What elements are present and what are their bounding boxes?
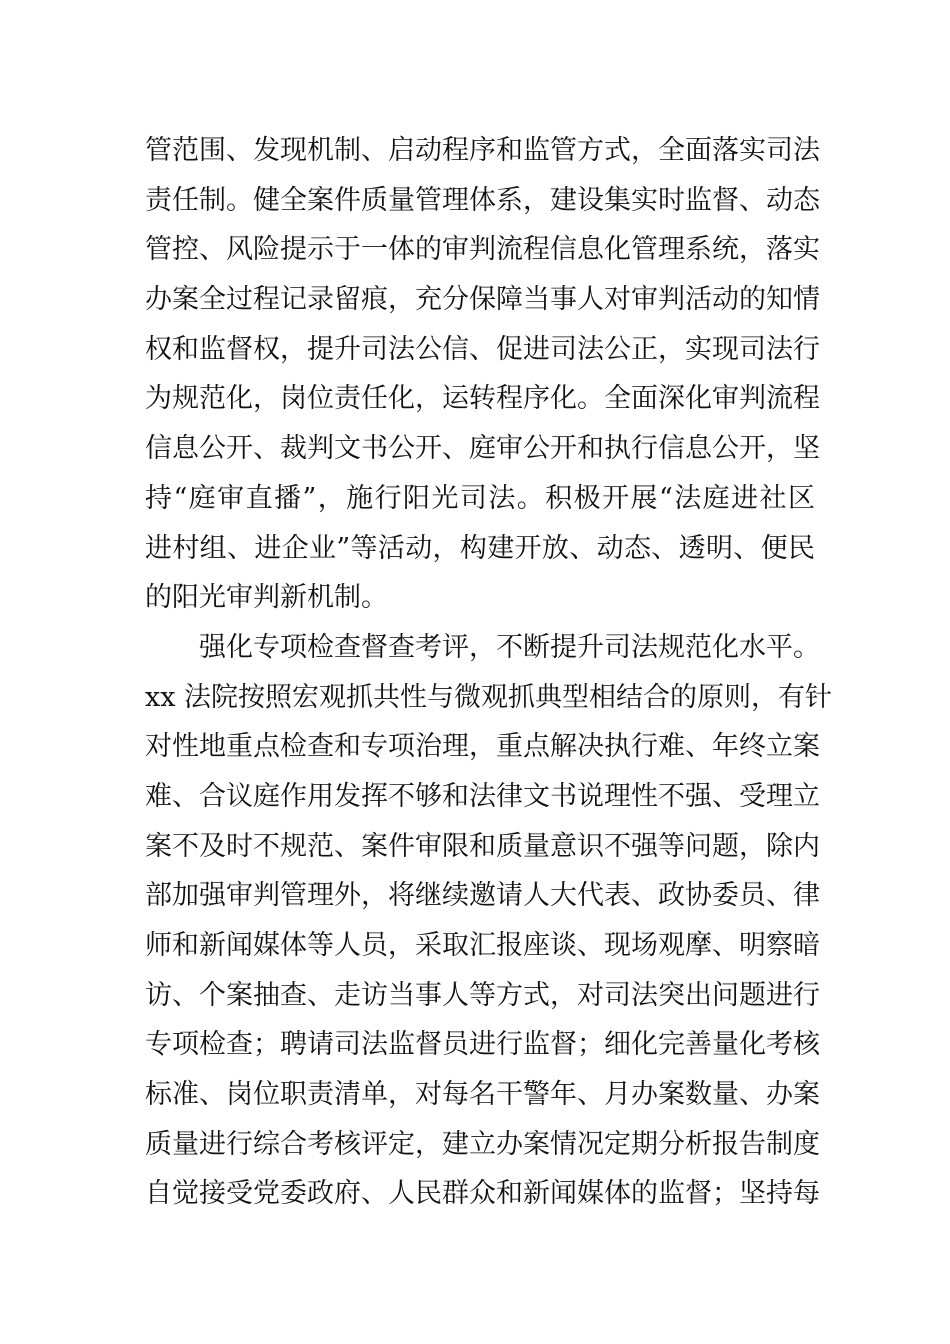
paragraph-line: xx 法院按照宏观抓共性与微观抓典型相结合的原则，有针	[145, 681, 833, 713]
paragraph-line: 进村组、进企业”等活动，构建开放、动态、透明、便民	[145, 532, 815, 564]
paragraph-line: 自觉接受党委政府、人民群众和新闻媒体的监督；坚持每	[145, 1178, 820, 1210]
paragraph-line: 权和监督权，提升司法公信、促进司法公正，实现司法行	[145, 333, 820, 365]
paragraph-line: 信息公开、裁判文书公开、庭审公开和执行信息公开，坚	[145, 433, 820, 465]
paragraph-line: 办案全过程记录留痕，充分保障当事人对审判活动的知情	[145, 284, 820, 316]
document-body	[145, 126, 833, 1219]
paragraph-line: 管控、风险提示于一体的审判流程信息化管理系统，落实	[145, 234, 820, 266]
paragraph-line: 为规范化，岗位责任化，运转程序化。全面深化审判流程	[145, 383, 820, 415]
paragraph-1	[145, 126, 820, 623]
paragraph-line: 强化专项检查督查考评，不断提升司法规范化水平。	[199, 631, 820, 663]
paragraph-line: 标准、岗位职责清单，对每名干警年、月办案数量、办案	[145, 1079, 820, 1111]
paragraph-line: 质量进行综合考核评定，建立办案情况定期分析报告制度	[145, 1128, 820, 1160]
paragraph-line: 的阳光审判新机制。	[145, 582, 388, 614]
paragraph-line: 案不及时不规范、案件审限和质量意识不强等问题，除内	[145, 830, 820, 862]
paragraph-line: 访、个案抽查、走访当事人等方式，对司法突出问题进行	[145, 979, 820, 1011]
paragraph-line: 师和新闻媒体等人员，采取汇报座谈、现场观摩、明察暗	[145, 930, 820, 961]
paragraph-line: 责任制。健全案件质量管理体系，建设集实时监督、动态	[145, 184, 820, 216]
paragraph-line: 对性地重点检查和专项治理，重点解决执行难、年终立案	[145, 731, 820, 763]
paragraph-line: 专项检查；聘请司法监督员进行监督；细化完善量化考核	[145, 1029, 820, 1061]
paragraph-line: 难、合议庭作用发挥不够和法律文书说理性不强、受理立	[145, 780, 820, 812]
paragraph-2	[145, 623, 833, 1219]
paragraph-line: 管范围、发现机制、启动程序和监管方式，全面落实司法	[145, 135, 820, 166]
paragraph-line: 部加强审判管理外，将继续邀请人大代表、政协委员、律	[145, 880, 820, 912]
paragraph-line: 持“庭审直播”，施行阳光司法。积极开展“法庭进社区	[145, 482, 815, 514]
